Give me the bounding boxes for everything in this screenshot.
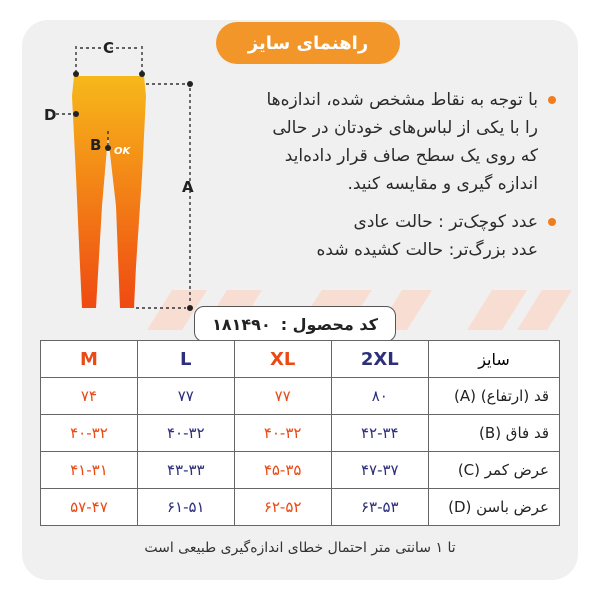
table-cell: ۶۲-۵۲ bbox=[234, 489, 331, 526]
page-title: راهنمای سایز bbox=[216, 22, 400, 64]
label-a: A bbox=[182, 178, 194, 196]
label-d: D bbox=[44, 106, 57, 124]
table-cell: ۴۲-۳۴ bbox=[331, 415, 428, 452]
note-line: را با یکی از لباس‌های خودتان در حالی bbox=[272, 118, 538, 138]
size-table bbox=[40, 340, 560, 526]
table-cell: ۷۷ bbox=[234, 378, 331, 415]
product-code-label: کد محصول : bbox=[280, 314, 378, 334]
table-header-label: سایز bbox=[429, 341, 560, 378]
leggings-icon bbox=[72, 76, 146, 308]
size-header: L bbox=[137, 341, 234, 378]
table-cell: ۸۰ bbox=[331, 378, 428, 415]
table-cell: ۷۴ bbox=[41, 378, 138, 415]
table-cell: ۵۷-۴۷ bbox=[41, 489, 138, 526]
table-cell: ۴۵-۳۵ bbox=[234, 452, 331, 489]
row-label: قد (ارتفاع) (A) bbox=[429, 378, 560, 415]
size-note: عدد بزرگ‌تر: حالت کشیده شده bbox=[316, 240, 538, 260]
table-cell: ۴۰-۳۲ bbox=[137, 415, 234, 452]
table-cell: ۴۰-۳۲ bbox=[234, 415, 331, 452]
size-header: M bbox=[41, 341, 138, 378]
row-label: عرض باسن (D) bbox=[429, 489, 560, 526]
size-header: 2XL bbox=[331, 341, 428, 378]
table-row bbox=[41, 489, 560, 526]
row-label: قد فاق (B) bbox=[429, 415, 560, 452]
table-cell: ۴۳-۳۳ bbox=[137, 452, 234, 489]
brand-logo-icon bbox=[114, 146, 132, 157]
table-row bbox=[41, 378, 560, 415]
table-cell: ۶۳-۵۳ bbox=[331, 489, 428, 526]
table-row bbox=[41, 452, 560, 489]
footer-note: تا ۱ سانتی متر احتمال خطای اندازه‌گیری طبیعی است bbox=[144, 540, 456, 556]
label-c: C bbox=[103, 39, 115, 57]
note-line: که روی یک سطح صاف قرار داده‌اید bbox=[284, 146, 538, 166]
product-code bbox=[194, 306, 396, 342]
table-header-row bbox=[41, 341, 560, 378]
table-cell: ۴۰-۳۲ bbox=[41, 415, 138, 452]
table-cell: ۷۷ bbox=[137, 378, 234, 415]
note-line: با توجه به نقاط مشخص شده، اندازه‌ها bbox=[218, 86, 556, 114]
product-code-value: ۱۸۱۴۹۰ bbox=[212, 314, 271, 334]
table-cell: ۴۷-۳۷ bbox=[331, 452, 428, 489]
size-header: XL bbox=[234, 341, 331, 378]
table-cell: ۴۱-۳۱ bbox=[41, 452, 138, 489]
leggings-diagram bbox=[44, 36, 214, 326]
table-row bbox=[41, 415, 560, 452]
label-b: B bbox=[90, 136, 102, 154]
instructions bbox=[218, 86, 556, 264]
table-cell: ۶۱-۵۱ bbox=[137, 489, 234, 526]
row-label: عرض کمر (C) bbox=[429, 452, 560, 489]
note-line: اندازه گیری و مقایسه کنید. bbox=[347, 174, 538, 194]
size-note: عدد کوچک‌تر : حالت عادی bbox=[218, 208, 556, 236]
svg-text:OK: OK bbox=[114, 146, 131, 157]
